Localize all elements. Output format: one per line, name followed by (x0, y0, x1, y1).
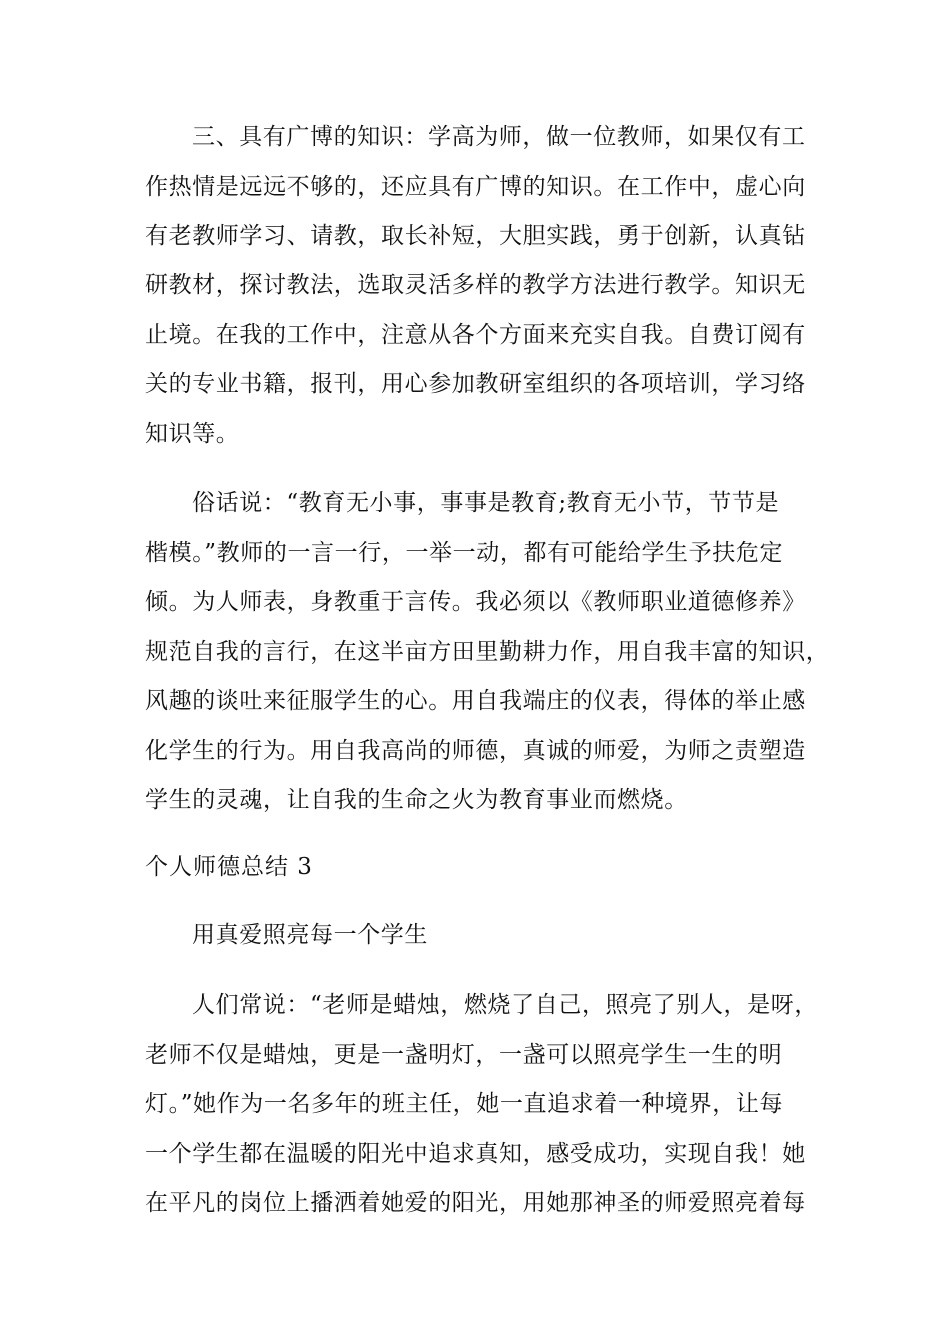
text-line: 人们常说：“老师是蜡烛，燃烧了自己，照亮了别人，是呀， (192, 992, 818, 1018)
text-line: 一个学生都在温暖的阳光中追求真知，感受成功，实现自我！她 (145, 1141, 806, 1167)
text-line: 知识等。 (145, 421, 240, 447)
text-line: 三、具有广博的知识：学高为师，做一位教师，如果仅有工 (192, 124, 806, 150)
text-line: 化学生的行为。用自我高尚的师德，真诚的师爱，为师之责塑造 (145, 738, 806, 764)
text-line: 有老教师学习、请教，取长补短，大胆实践，勇于创新，认真钻 (145, 223, 806, 249)
text-line: 老师不仅是蜡烛，更是一盏明灯，一盏可以照亮学生一生的明 (145, 1042, 783, 1068)
text-line: 关的专业书籍，报刊，用心参加教研室组织的各项培训，学习络 (145, 371, 806, 397)
section-heading: 个人师德总结 3 (145, 854, 313, 880)
text-line: 倾。为人师表，身教重于言传。我必须以《教师职业道德修养》 (145, 589, 806, 615)
text-line: 规范自我的言行，在这半亩方田里勤耕力作，用自我丰富的知识， (145, 639, 830, 665)
text-line: 作热情是远远不够的，还应具有广博的知识。在工作中，虚心向 (145, 174, 806, 200)
text-line: 风趣的谈吐来征服学生的心。用自我端庄的仪表，得体的举止感 (145, 688, 806, 714)
subtitle: 用真爱照亮每一个学生 (192, 922, 428, 948)
text-line: 楷模。”教师的一言一行，一举一动，都有可能给学生予扶危定 (145, 540, 784, 566)
text-line: 在平凡的岗位上播洒着她爱的阳光，用她那神圣的师爱照亮着每 (145, 1190, 806, 1216)
text-line: 研教材，探讨教法，选取灵活多样的教学方法进行教学。知识无 (145, 272, 806, 298)
text-line: 学生的灵魂，让自我的生命之火为教育事业而燃烧。 (145, 787, 688, 813)
text-line: 俗话说：“教育无小事，事事是教育;教育无小节，节节是 (192, 490, 780, 516)
text-line: 止境。在我的工作中，注意从各个方面来充实自我。自费订阅有 (145, 322, 806, 348)
text-line: 灯。”她作为一名多年的班主任，她一直追求着一种境界，让每 (145, 1091, 784, 1117)
